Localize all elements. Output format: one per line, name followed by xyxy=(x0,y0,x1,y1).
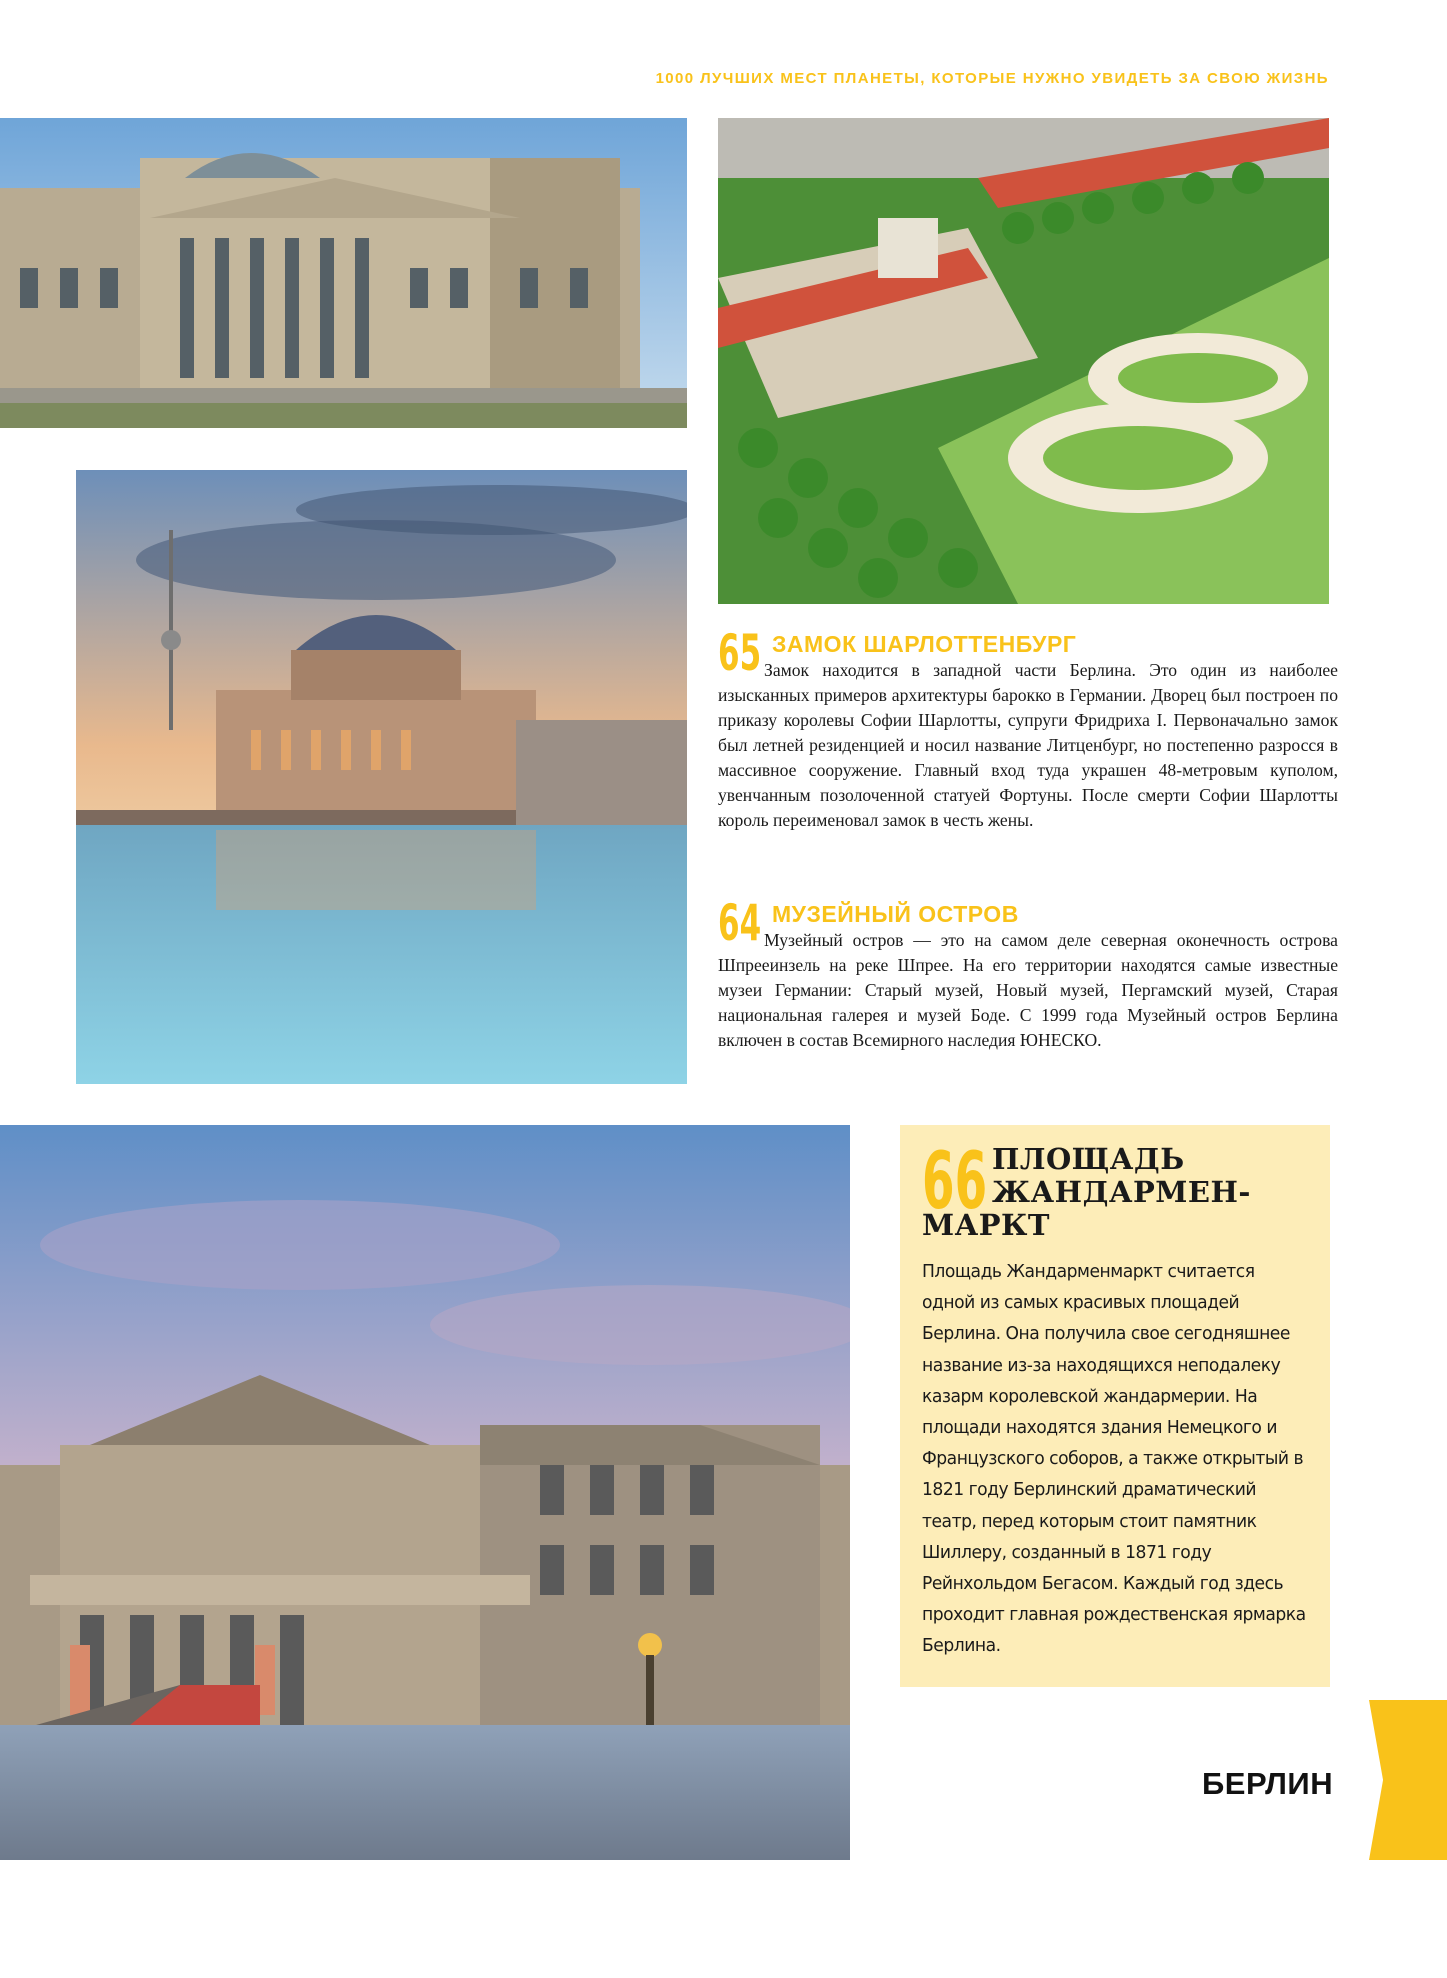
article-text: Музейный остров — это на самом деле северная оконечность острова Шпрееинзель на реке Шпрее. На его территории находятся самые известные музеи Германии: Старый музей, Новый музей, Пергамский музей, Старая национальная галерея и музей Боде. С 1999 года Музейный остров Берлина включен в состав Всемирного наследия ЮНЕСКО. xyxy=(718,930,1338,1050)
title-line: МАРКТ xyxy=(922,1208,1050,1242)
bode-museum-photo xyxy=(76,470,687,1084)
section-tab xyxy=(1369,1700,1447,1860)
article-text: Замок находится в западной части Берлина. Это один из наиболее изысканных примеров архитектуры барокко в Германии. Дворец был построен по приказу королевы Софии Шарлотты, супруги Фридриха I. Первоначально замок был летней резиденцией и носил название Литценбург, но постепенно разросся в массивное сооружение. Главный вход туда украшен 48-метровым куполом, увенчанным позолоченной статуей Фортуны. После смерти Софии Шарлотты король переименовал замок в честь жены. xyxy=(718,660,1338,830)
article-title xyxy=(922,1137,1322,1242)
charlottenburg-photo xyxy=(718,118,1329,604)
title-line: ПЛОЩАДЬ xyxy=(992,1142,1185,1176)
running-header: 1000 ЛУЧШИХ МЕСТ ПЛАНЕТЫ, КОТОРЫЕ НУЖНО УВИДЕТЬ ЗА СВОЮ ЖИЗНЬ xyxy=(655,70,1329,87)
article-museum-island xyxy=(718,894,1338,1053)
gendarmenmarkt-sidebar xyxy=(900,1125,1330,1687)
article-charlottenburg xyxy=(718,624,1338,833)
article-title: ЗАМОК ШАРЛОТТЕНБУРГ xyxy=(772,631,1077,657)
article-number: 66 xyxy=(922,1137,988,1227)
article-text: Площадь Жандарменмаркт считается одной из самых красивых площадей Берлина. Она получила свое сегодняшнее название из-за находящихся неподалеку казарм королевской жандармерии. На площади находятся здания Немецкого и Французского соборов, а также открытый в 1821 году Берлинский драматический театр, перед которым стоит памятник Шиллеру, созданный в 1871 году Рейнхольдом Бегасом. Каждый год здесь проходит главная рождественская ярмарка Берлина. xyxy=(922,1262,1306,1657)
reichstag-photo xyxy=(0,118,687,428)
section-label: БЕРЛИН xyxy=(1202,1766,1334,1801)
article-number: 65 xyxy=(718,624,762,682)
article-title: МУЗЕЙНЫЙ ОСТРОВ xyxy=(772,901,1019,927)
article-number: 64 xyxy=(718,894,762,952)
gendarmenmarkt-photo xyxy=(0,1125,850,1860)
title-line: ЖАНДАРМЕН- xyxy=(992,1175,1251,1209)
